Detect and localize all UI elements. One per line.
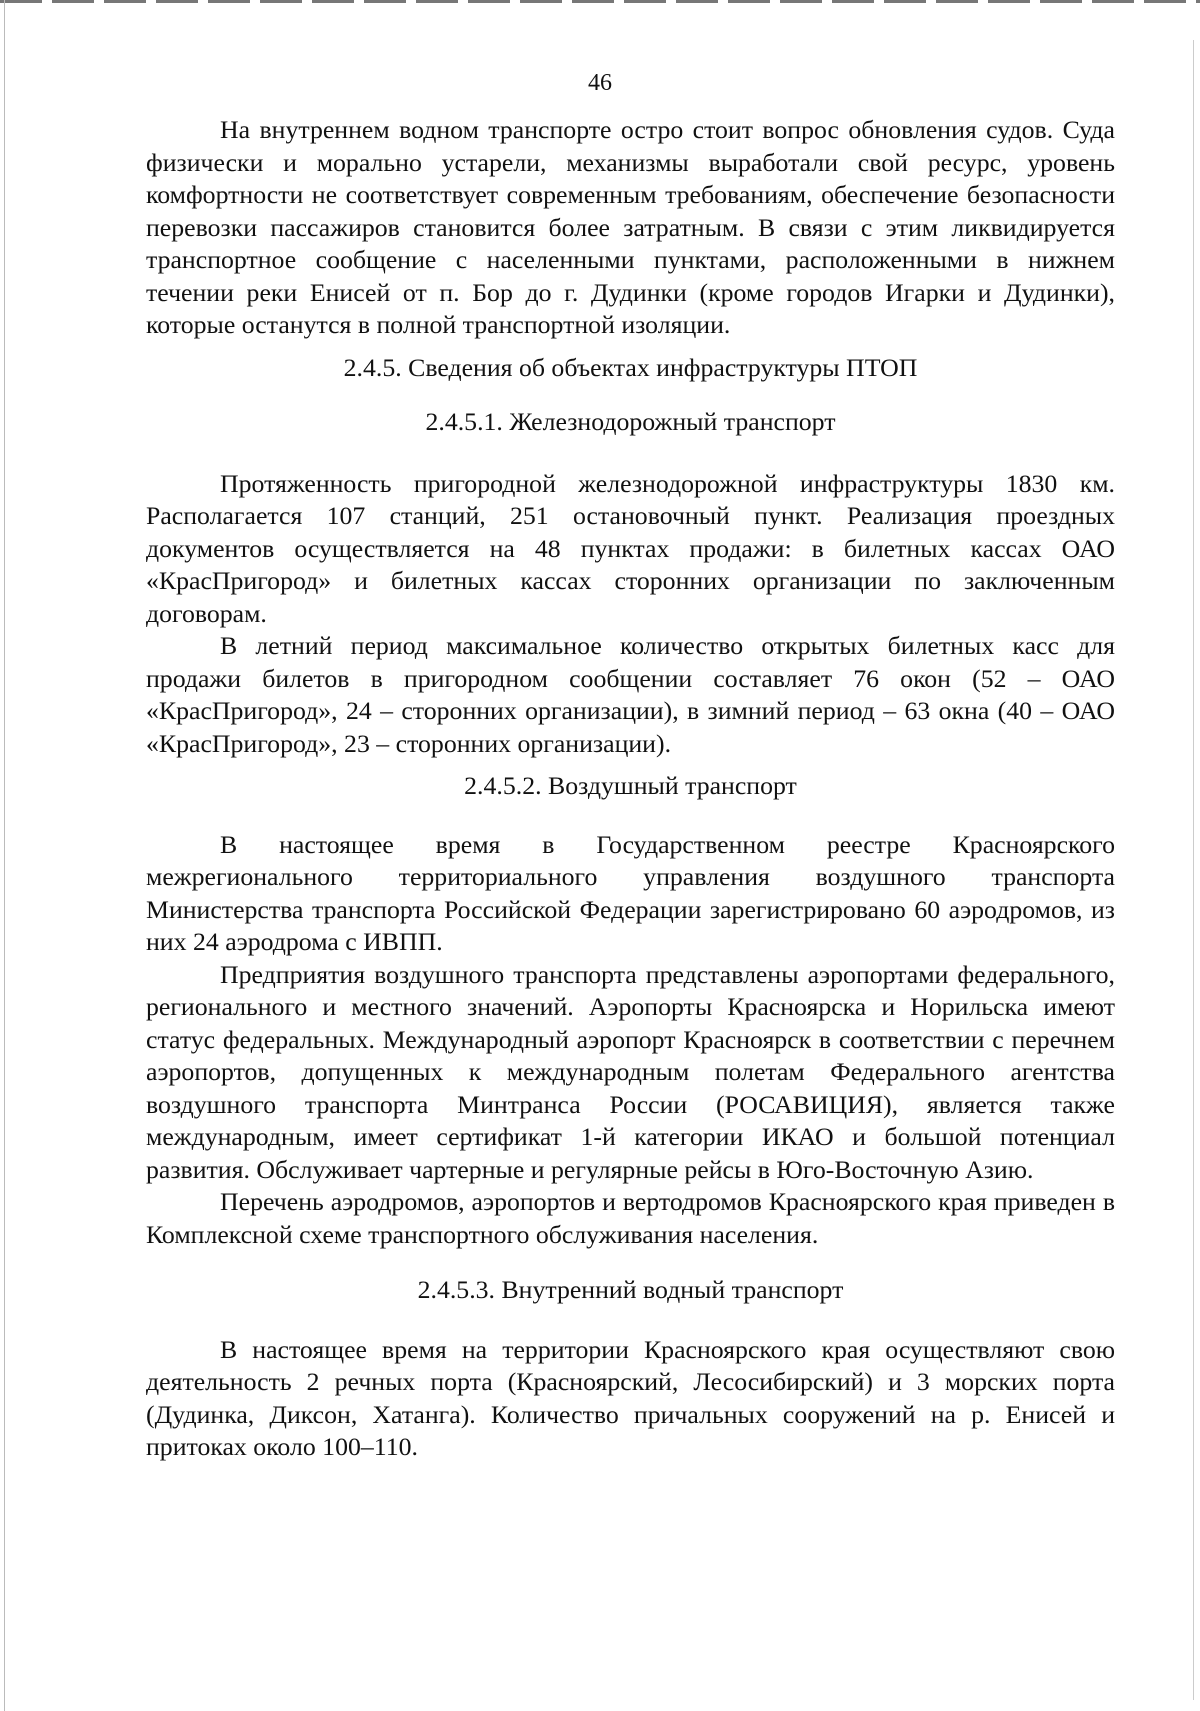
paragraph-inland-water-ports: В настоящее время на территории Красноярского края осуществляют свою деятельность 2 речных порта (Красноярский, Лесосибирский) и 3 морских порта (Дудинка, Диксон, Хатанга). Количество причальных сооружений на р. Енисей и притоках около 100–110. (146, 1334, 1115, 1461)
section-heading-infrastructure: 2.4.5. Сведения об объектах инфраструктуры ПТОП (343, 352, 918, 382)
paragraph-water-transport-fleet: На внутреннем водном транспорте остро стоит вопрос обновления судов. Суда физически и морально устарели, механизмы выработали свой ресурс, уровень комфортности не соответствует современным требованиям, обеспечение безопасности перевозки пассажиров становится более затратным. В связи с этим ликвидируется транспортное сообщение с населенными пунктами, расположенными в нижнем течении реки Енисей от п. Бор до г. Дудинки (кроме городов Игарки и Дудинки), которые останутся в полной транспортной изоляции. (146, 115, 1115, 339)
scan-top-edge (0, 0, 1200, 3)
document-body (146, 114, 1115, 1464)
scan-right-edge (1193, 40, 1194, 1700)
paragraph-air-list: Перечень аэродромов, аэропортов и вертодромов Красноярского края приведен в Комплексной схеме транспортного обслуживания населения. (146, 1187, 1115, 1249)
paragraph-railway-ticket-offices: В летний период максимальное количество открытых билетных касс для продажи билетов в пригородном сообщении составляет 76 окон (52 – ОАО «КрасПригород», 24 – сторонних организации), в зимний период – 63 окна (40 – ОАО «КрасПригород», 23 – сторонних организации). (146, 631, 1115, 758)
section-heading-inland-water: 2.4.5.3. Внутренний водный транспорт (417, 1275, 844, 1304)
paragraph-air-registry: В настоящее время в Государственном реестре Красноярского межрегионального территориального управления воздушного транспорта Министерства транспорта Российской Федерации зарегистрировано 60 аэродромов, из них 24 аэродрома с ИВПП. (146, 829, 1115, 956)
scan-left-edge (4, 0, 5, 1711)
paragraph-air-enterprises: Предприятия воздушного транспорта представлены аэропортами федерального, регионального и местного значений. Аэропорты Красноярска и Норильска имеют статус федеральных. Международный аэропорт Красноярск в соответствии с перечнем аэропортов, допущенных к международным полетам Федерального агентства воздушного транспорта Минтранса России (РОСАВИЦИЯ), является также международным, имеет сертификат 1-й категории ИКАО и большой потенциал развития. Обслуживает чартерные и регулярные рейсы в Юго-Восточную Азию. (146, 959, 1115, 1184)
page-number: 46 (588, 70, 612, 96)
paragraph-railway-length: Протяженность пригородной железнодорожной инфраструктуры 1830 км. Располагается 107 станций, 251 остановочный пункт. Реализация проездных документов осуществляется на 48 пунктах продажи: в билетных кассах ОАО «КрасПригород» и билетных кассах сторонних организации по заключенным договорам. (146, 468, 1115, 628)
section-heading-air: 2.4.5.2. Воздушный транспорт (464, 771, 797, 800)
section-heading-railway: 2.4.5.1. Железнодорожный транспорт (425, 407, 836, 436)
